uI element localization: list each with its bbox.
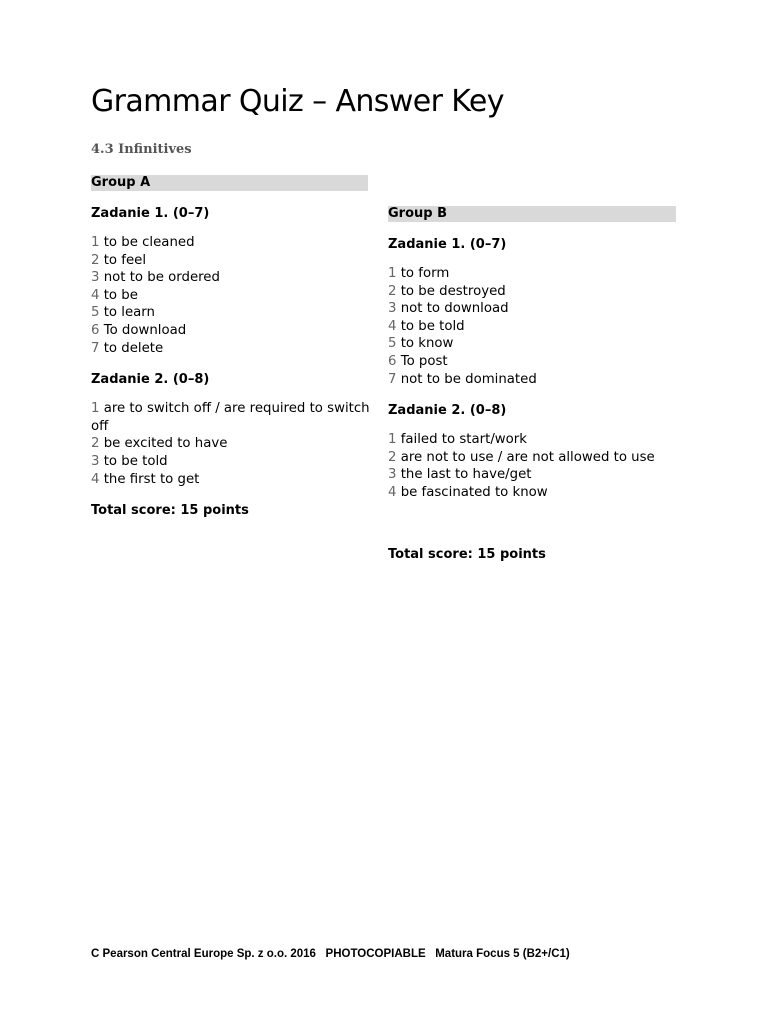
answer-text: the last to have/get — [400, 467, 532, 483]
answer-text: the first to get — [103, 471, 200, 487]
answer-item — [91, 234, 379, 252]
answer-text: to feel — [103, 252, 147, 268]
group-a-task2-list — [91, 400, 379, 488]
answer-item — [388, 318, 676, 336]
answer-item — [91, 322, 379, 340]
answer-item — [91, 304, 379, 322]
group-a-header: Group A — [91, 175, 368, 191]
group-a-task1-title: Zadanie 1. (0–7) — [91, 206, 210, 221]
group-b-total-score: Total score: 15 points — [388, 546, 546, 562]
answer-item — [91, 252, 379, 270]
answer-text: not to be ordered — [103, 270, 220, 286]
answer-item — [388, 353, 676, 371]
group-b-task1-list — [388, 265, 676, 388]
answer-number: 2 — [91, 436, 100, 452]
answer-item — [388, 283, 676, 301]
answer-item — [91, 471, 379, 489]
answer-text: To download — [103, 322, 187, 338]
answer-number: 1 — [388, 266, 397, 281]
answer-text: be excited to have — [103, 436, 228, 452]
answer-number: 1 — [388, 432, 397, 448]
section-subtitle: 4.3 Infinitives — [91, 142, 192, 157]
group-b-task1-title: Zadanie 1. (0–7) — [388, 237, 507, 252]
answer-text: not to download — [400, 301, 509, 317]
answer-item — [388, 300, 676, 318]
answer-number: 3 — [91, 453, 100, 469]
answer-number: 5 — [388, 336, 397, 352]
answer-text: are not to use / are not allowed to use — [400, 449, 655, 465]
group-a-task1-list — [91, 234, 379, 357]
group-b-column — [388, 206, 676, 562]
group-a-total-score: Total score: 15 points — [91, 503, 249, 519]
group-b-task2-list — [388, 431, 676, 501]
answer-text: to delete — [103, 340, 164, 356]
answer-item — [388, 449, 676, 467]
group-b-header: Group B — [388, 206, 676, 222]
answer-number: 4 — [91, 287, 100, 303]
answer-text: to be told — [103, 453, 168, 469]
answer-item — [388, 265, 676, 283]
answer-number: 3 — [388, 467, 397, 483]
answer-number: 7 — [388, 371, 397, 387]
answer-number: 6 — [388, 353, 397, 369]
answer-number: 3 — [91, 270, 100, 286]
answer-text: to learn — [103, 305, 155, 321]
answer-number: 4 — [91, 471, 100, 487]
page-footer: C Pearson Central Europe Sp. z o.o. 2016 PHOTOCOPIABLE Matura Focus 5 (B2+/C1) — [91, 948, 570, 960]
answer-number: 1 — [91, 235, 100, 250]
answer-number: 2 — [91, 252, 100, 268]
answer-item — [91, 453, 379, 471]
answer-item — [388, 484, 676, 502]
answer-number: 6 — [91, 322, 100, 338]
answer-item — [388, 371, 676, 389]
answer-number: 7 — [91, 340, 100, 356]
answer-item — [388, 466, 676, 484]
answer-number: 4 — [388, 484, 397, 500]
group-a-column — [91, 175, 379, 518]
answer-number: 5 — [91, 305, 100, 321]
answer-item — [91, 435, 379, 453]
answer-item — [91, 400, 379, 435]
answer-number: 3 — [388, 301, 397, 317]
answer-text: to be cleaned — [103, 235, 195, 250]
answer-text: to form — [400, 266, 450, 281]
answer-text: be fascinated to know — [400, 484, 548, 500]
answer-item — [388, 431, 676, 449]
answer-text: to know — [400, 336, 454, 352]
answer-text: are to switch off / are required to switch off — [91, 401, 370, 434]
page-title: Grammar Quiz – Answer Key — [91, 84, 504, 119]
answer-text: To post — [400, 353, 448, 369]
answer-number: 2 — [388, 283, 397, 299]
answer-item — [91, 269, 379, 287]
answer-text: to be destroyed — [400, 283, 506, 299]
group-b-task2-title: Zadanie 2. (0–8) — [388, 403, 507, 419]
answer-number: 2 — [388, 449, 397, 465]
answer-text: to be told — [400, 318, 465, 334]
answer-text: to be — [103, 287, 138, 303]
answer-item — [388, 335, 676, 353]
answer-item — [91, 287, 379, 305]
answer-number: 1 — [91, 401, 100, 417]
answer-item — [91, 340, 379, 358]
answer-text: not to be dominated — [400, 371, 537, 387]
group-a-task2-title: Zadanie 2. (0–8) — [91, 372, 210, 388]
answer-number: 4 — [388, 318, 397, 334]
answer-text: failed to start/work — [400, 432, 527, 448]
